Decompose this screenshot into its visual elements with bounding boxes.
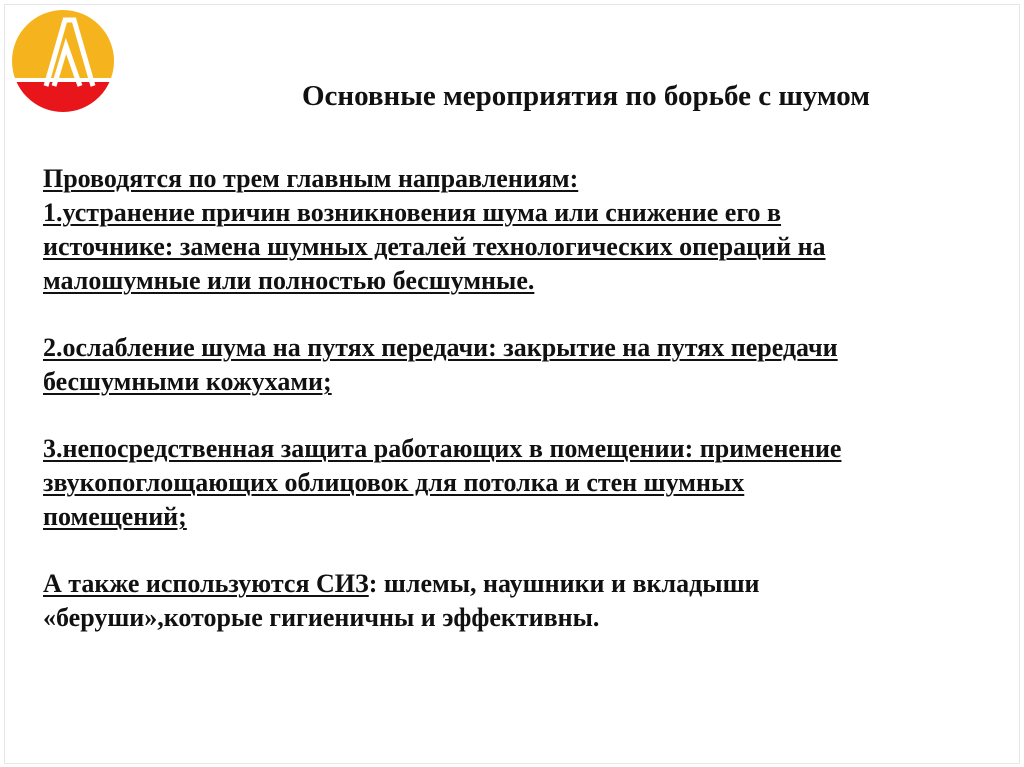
item3-line: звукопоглощающих облицовок для потолка и стен шумных <box>43 468 745 497</box>
siz-heading: А также используются СИЗ <box>43 569 369 598</box>
slide-body <box>43 162 841 635</box>
logo-icon <box>10 8 116 114</box>
item1-line: 1.устранение причин возникновения шума или снижение его в <box>43 198 782 227</box>
item2-line: бесшумными кожухами; <box>43 367 332 396</box>
item2-line: 2.ослабление шума на путях передачи: закрытие на путях передачи <box>43 333 838 362</box>
siz-text: : шлемы, наушники и вкладыши <box>368 569 760 598</box>
siz-text-line2: «беруши»,которые гигиеничны и эффективны. <box>43 603 600 632</box>
item1-line: источнике: замена шумных деталей технологических операций на <box>43 232 826 261</box>
item3-line: помещений; <box>43 502 187 531</box>
item3-line: 3.непосредственная защита работающих в помещении: применение <box>43 434 842 463</box>
item1-line: малошумные или полностью бесшумные. <box>43 266 535 295</box>
intro-text: Проводятся по трем главным направлениям: <box>43 164 579 193</box>
slide-title: Основные мероприятия по борьбе с шумом <box>301 80 870 112</box>
